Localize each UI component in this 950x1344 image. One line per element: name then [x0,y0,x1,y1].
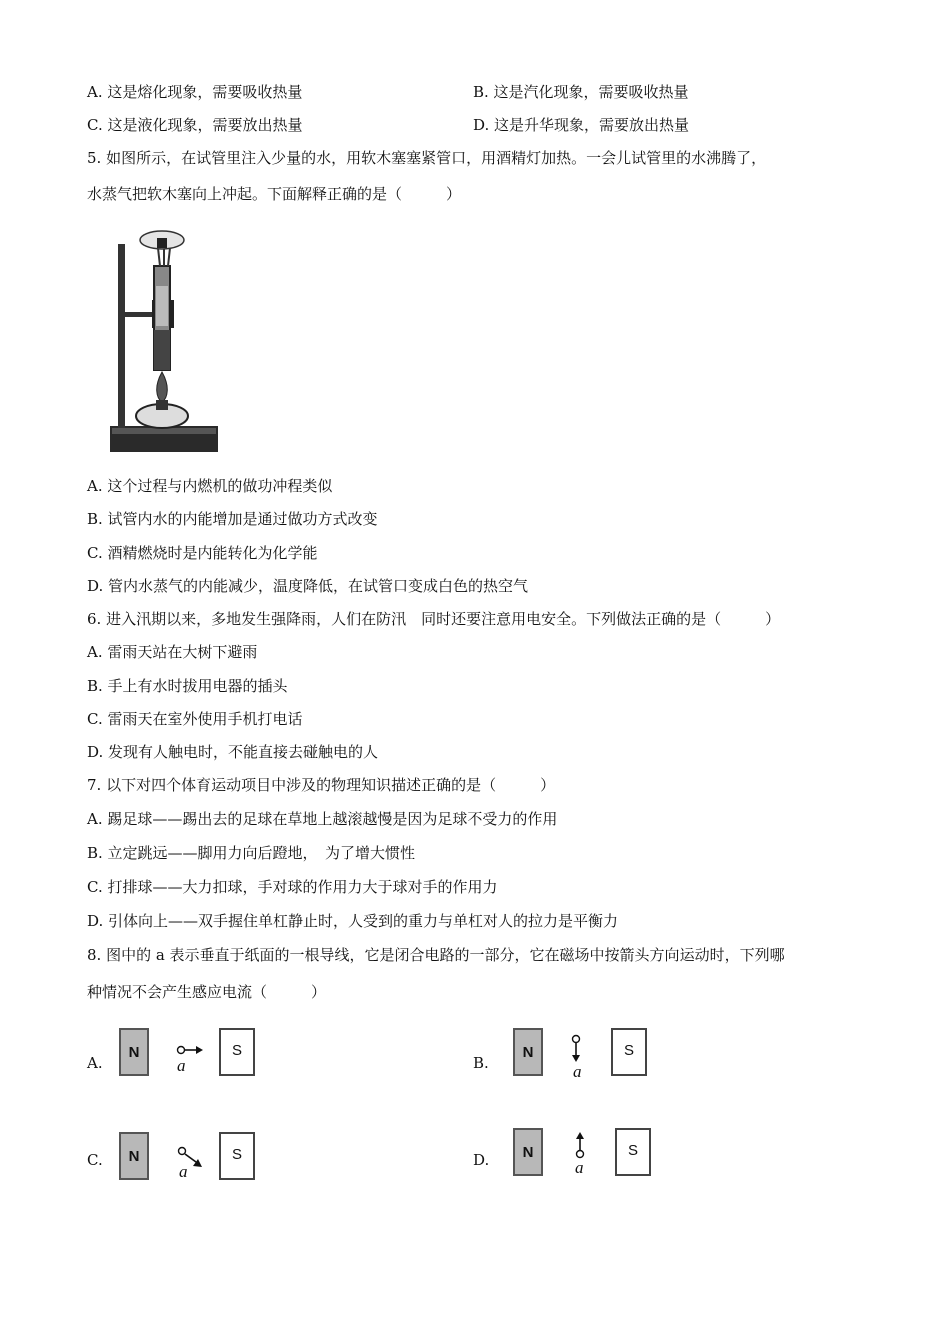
q8-stem-line2: 种情况不会产生感应电流（ ） [87,983,327,1001]
q5-stem-line1: 5. 如图所示，在试管里注入少量的水，用软木塞塞紧管口，用酒精灯加热。一会儿试管里的水沸腾了， [87,149,767,167]
q8-option-d-label: D. [473,1151,490,1169]
q8-option-a-label: A. [87,1054,103,1072]
wire-arrow-up-icon [573,1130,587,1160]
north-pole: N [513,1028,543,1076]
q8-option-a-figure [119,1028,259,1080]
q6-option-a: A. 雷雨天站在大树下避雨 [87,643,258,661]
q8-option-d-figure [513,1128,653,1182]
q7-option-c: C. 打排球——大力扣球，手对球的作用力大于球对手的作用力 [87,878,498,896]
wire-label: a [575,1158,584,1177]
wire-label: a [177,1056,186,1075]
south-pole: S [219,1028,255,1076]
q5-option-c: C. 酒精燃烧时是内能转化为化学能 [87,544,318,562]
q6-option-d: D. 发现有人触电时，不能直接去碰触电的人 [87,743,379,761]
q4-option-c: C. 这是液化现象，需要放出热量 [87,116,303,134]
north-pole: N [119,1028,149,1076]
q5-stem-line2: 水蒸气把软木塞向上冲起。下面解释正确的是（ ） [87,185,462,203]
q8-option-b-label: B. [473,1054,489,1072]
south-pole: S [219,1132,255,1180]
q8-option-b-figure [513,1028,653,1082]
q7-stem: 7. 以下对四个体育运动项目中涉及的物理知识描述正确的是（ ） [87,776,556,794]
q5-option-d: D. 管内水蒸气的内能减少，温度降低，在试管口变成白色的热空气 [87,577,529,595]
wire-label: a [573,1062,582,1081]
q4-option-a: A. 这是熔化现象，需要吸收热量 [87,83,303,101]
south-pole: S [611,1028,647,1076]
q8-option-c-figure [119,1132,259,1184]
q6-option-b: B. 手上有水时拔用电器的插头 [87,677,288,695]
q4-option-b: B. 这是汽化现象，需要吸收热量 [473,83,689,101]
q7-option-a: A. 踢足球——踢出去的足球在草地上越滚越慢是因为足球不受力的作用 [87,810,558,828]
north-pole: N [513,1128,543,1176]
wire-label: a [179,1162,188,1181]
q4-option-d: D. 这是升华现象，需要放出热量 [473,116,690,134]
q7-option-b: B. 立定跳远——脚用力向后蹬地， 为了增大惯性 [87,844,416,862]
wire-arrow-down-icon [569,1034,583,1064]
q6-option-c: C. 雷雨天在室外使用手机打电话 [87,710,303,728]
south-pole: S [615,1128,651,1176]
q5-option-b: B. 试管内水的内能增加是通过做功方式改变 [87,510,378,528]
north-pole: N [119,1132,149,1180]
q7-option-d: D. 引体向上——双手握住单杠静止时，人受到的重力与单杠对人的拉力是平衡力 [87,912,619,930]
q6-stem: 6. 进入汛期以来，多地发生强降雨，人们在防汛 同时还要注意用电安全。下列做法正确的是（ ） [87,610,781,628]
q8-option-c-label: C. [87,1151,103,1169]
test-tube-heating-apparatus-figure [108,226,220,458]
q5-option-a: A. 这个过程与内燃机的做功冲程类似 [87,477,333,495]
q8-stem-line1: 8. 图中的 a 表示垂直于纸面的一根导线，它是闭合电路的一部分，它在磁场中按箭头方向运动时，下列哪 [87,946,785,964]
